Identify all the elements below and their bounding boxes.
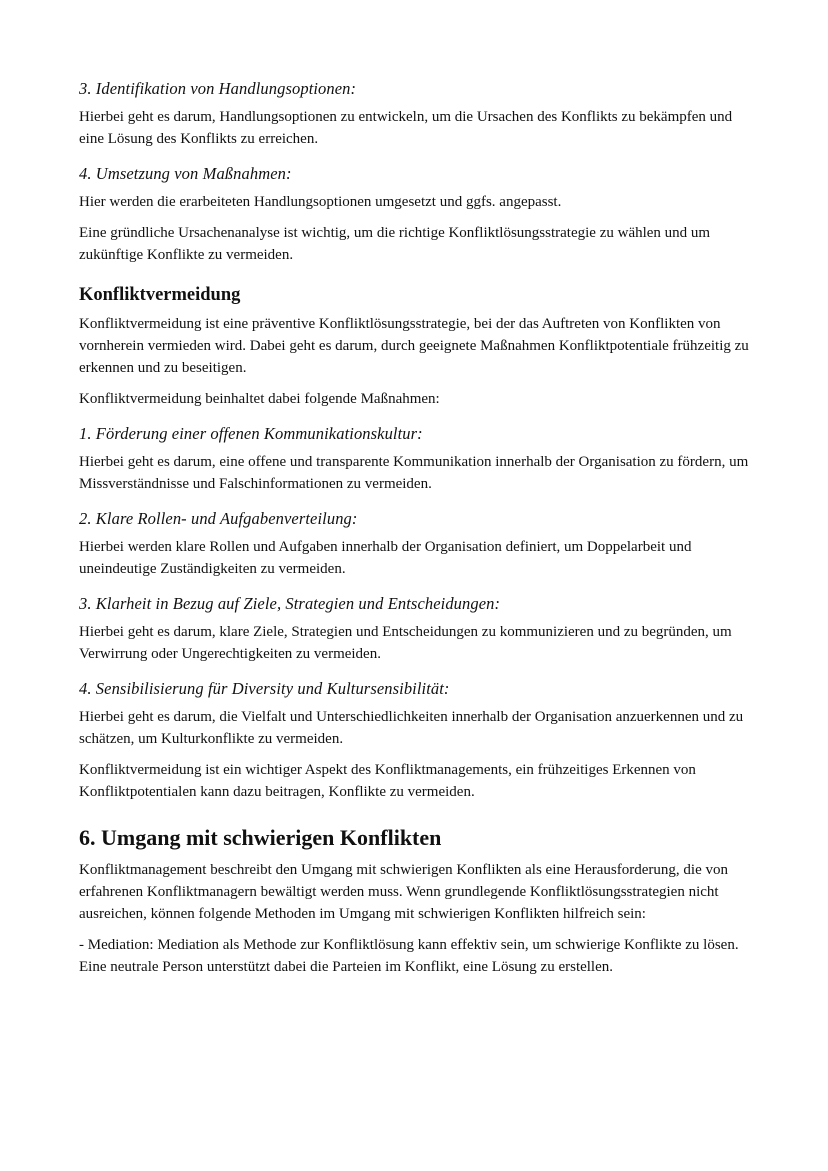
paragraph-ursachenanalyse-summary: Eine gründliche Ursachenanalyse ist wichtig, um die richtige Konfliktlösungsstrategie zu wählen und um zukünftige Konflikte zu vermeiden. <box>79 225 711 263</box>
paragraph-klarheit-ziele: Hierbei geht es darum, klare Ziele, Strategien und Entscheidungen zu kommunizieren und zu begründen, um Verwirrung oder Ungerechtigkeiten zu vermeiden. <box>79 624 732 662</box>
paragraph-rollenverteilung: Hierbei werden klare Rollen und Aufgaben innerhalb der Organisation definiert, um Doppelarbeit und uneindeutige Zuständigkeiten zu vermeiden. <box>79 539 692 577</box>
subsection-title-kommunikationskultur: 1. Förderung einer offenen Kommunikationskultur: <box>79 424 423 443</box>
subsection-title-umsetzung: 4. Umsetzung von Maßnahmen: <box>79 164 292 183</box>
subsection-title-klarheit-ziele: 3. Klarheit in Bezug auf Ziele, Strategien und Entscheidungen: <box>79 594 501 613</box>
subsection-title-rollenverteilung: 2. Klare Rollen- und Aufgabenverteilung: <box>79 509 358 528</box>
paragraph-konfliktvermeidung-summary: Konfliktvermeidung ist ein wichtiger Aspekt des Konfliktmanagements, ein frühzeitiges Erkennen von Konfliktpotentialen kann dazu beitragen, Konflikte zu vermeiden. <box>79 762 696 800</box>
paragraph-konfliktvermeidung-measures: Konfliktvermeidung beinhaltet dabei folgende Maßnahmen: <box>79 391 440 407</box>
paragraph-schwierige-konflikte-intro: Konfliktmanagement beschreibt den Umgang mit schwierigen Konflikten als eine Herausforderung, die von erfahrenen Konfliktmanagern bewältigt werden muss. Wenn grundlegende Konfliktlösungsstrategien nicht ausreichen, können folgende Methoden im Umgang mit schwierigen Konflikten hilfreich sein: <box>79 862 728 922</box>
paragraph-konfliktvermeidung-intro: Konfliktvermeidung ist eine präventive Konfliktlösungsstrategie, bei der das Auftreten von Konflikten von vornherein vermieden wird. Dabei geht es darum, durch geeignete Maßnahmen Konfliktpotentiale frühzeitig zu erkennen und zu beseitigen. <box>79 316 749 376</box>
paragraph-mediation: - Mediation: Mediation als Methode zur Konfliktlösung kann effektiv sein, um schwierige Konflikte zu lösen. Eine neutrale Person unterstützt dabei die Parteien im Konflikt, eine Lösung zu erstellen. <box>79 937 739 975</box>
paragraph-handlungsoptionen: Hierbei geht es darum, Handlungsoptionen zu entwickeln, um die Ursachen des Konflikts zu bekämpfen und eine Lösung des Konflikts zu erreichen. <box>79 109 733 147</box>
paragraph-umsetzung: Hier werden die erarbeiteten Handlungsoptionen umgesetzt und ggfs. angepasst. <box>79 194 562 210</box>
subsection-title-diversity: 4. Sensibilisierung für Diversity und Kultursensibilität: <box>79 679 450 698</box>
chapter-heading-schwierige-konflikte: 6. Umgang mit schwierigen Konflikten <box>79 825 442 850</box>
paragraph-kommunikationskultur: Hierbei geht es darum, eine offene und transparente Kommunikation innerhalb der Organisation zu fördern, um Missverständnisse und Falschinformationen zu vermeiden. <box>79 454 749 492</box>
subsection-title-handlungsoptionen: 3. Identifikation von Handlungsoptionen: <box>79 79 357 98</box>
section-heading-konfliktvermeidung: Konfliktvermeidung <box>79 285 241 305</box>
document-page <box>79 78 759 987</box>
paragraph-diversity: Hierbei geht es darum, die Vielfalt und Unterschiedlichkeiten innerhalb der Organisation anzuerkennen und zu schätzen, um Kulturkonflikte zu vermeiden. <box>79 709 744 747</box>
